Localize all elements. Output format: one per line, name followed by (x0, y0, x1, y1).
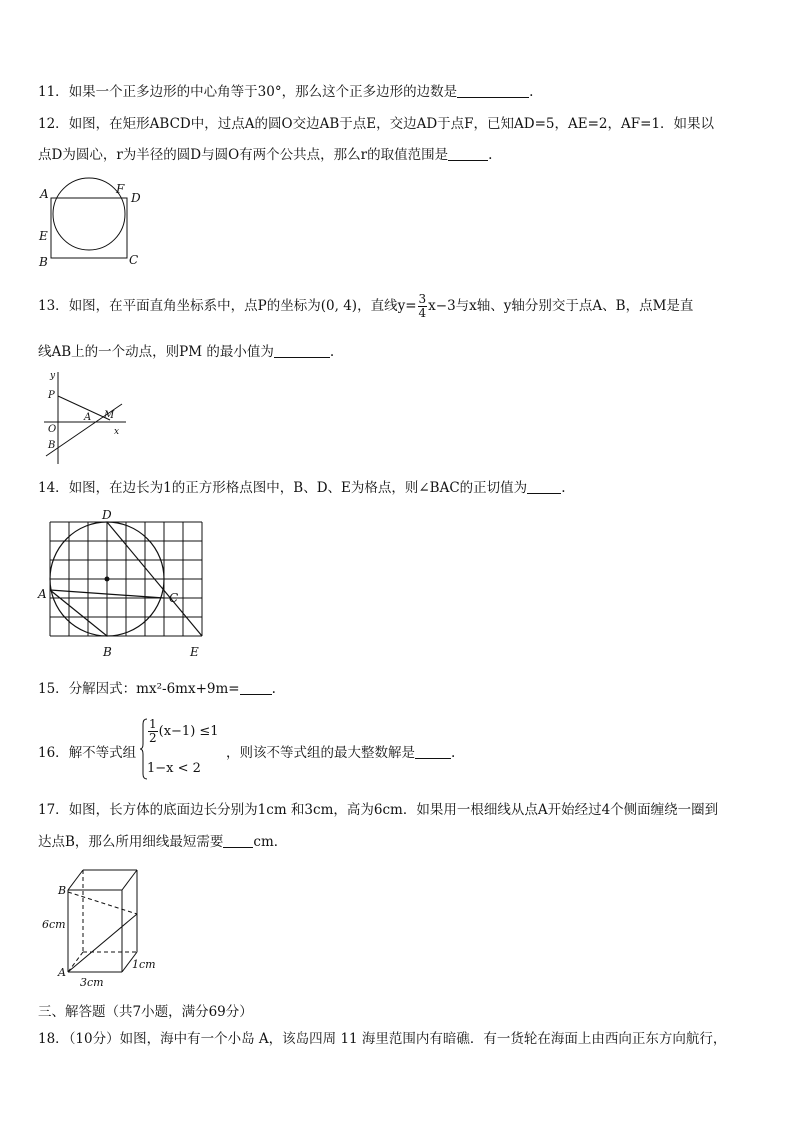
question-number: 14． (38, 480, 69, 496)
bottom-left-edge-hidden (68, 952, 83, 972)
question-11: 11．如果一个正多边形的中心角等于30°，那么这个正多边形的边数是 . (38, 84, 534, 100)
question-12-line-2: 点D为圆心，r为半径的圆D与圆O有两个公共点，那么r的取值范围是 . (38, 147, 493, 163)
question-number: 11． (38, 84, 69, 100)
inequality-2: 1−x < 2 (147, 761, 201, 776)
question-number: 13． (38, 298, 69, 314)
question-17-line-1 (38, 800, 718, 820)
circle-o (53, 178, 125, 250)
label-m: M (104, 410, 115, 421)
rectangle-abcd (51, 198, 127, 258)
question-16-prefix: 16．解不等式组 (38, 745, 137, 761)
question-17-line-2: 达点B，那么所用细线最短需要 cm． (38, 834, 288, 850)
segment-ab (50, 590, 107, 636)
answer-blank[interactable] (527, 479, 561, 494)
label-b: B (58, 884, 67, 897)
question-text: （10分）如图，海中有一个小岛 A，该岛四周 11 海里范围内有暗礁．有一货轮在海面上由西向正东方向航行， (68, 1031, 727, 1047)
inequality-1: $\frac{1}{2}$ (x−1) ≤1 (149, 717, 219, 745)
label-e: E (190, 645, 199, 658)
question-number: 17． (38, 802, 69, 818)
question-16-suffix: ，则该不等式组的最大整数解是 . (226, 745, 456, 761)
question-text: 点D为圆心，r为半径的圆D与圆O有两个公共点，那么r的取值范围是 (38, 147, 449, 163)
figure-coordinate-plane (38, 368, 138, 468)
label-depth: 1cm (132, 958, 156, 971)
label-b: B (39, 255, 48, 269)
fraction-one-half: $\frac{1}{2}$ (149, 717, 157, 745)
answer-blank[interactable] (240, 680, 272, 695)
question-15: 15．分解因式：mx²-6mx+9m= . (38, 681, 276, 697)
answer-blank[interactable] (223, 833, 253, 848)
question-text: ，则该不等式组的最大整数解是 (226, 745, 415, 761)
fraction-three-quarters: $\frac{3}{4}$ (418, 292, 427, 320)
top-left-edge (68, 870, 83, 890)
question-text: 如图，长方体的底面边长分别为1cm 和3cm，高为6cm．如果用一根细线从点A开始经过4个侧面缠绕一圈到 (68, 802, 719, 818)
string-path-front (68, 914, 137, 972)
label-c: C (129, 253, 139, 267)
label-width: 3cm (80, 976, 104, 989)
label-d: D (131, 191, 141, 205)
top-right-edge (122, 870, 137, 890)
question-text: 如果一个正多边形的中心角等于30°，那么这个正多边形的边数是 (68, 84, 458, 100)
label-a: A (40, 187, 49, 201)
label-o: O (48, 424, 57, 435)
string-path-hidden (68, 892, 137, 914)
question-13-line-2: 线AB上的一个动点，则PM 的最小值为 . (38, 344, 335, 360)
label-height: 6cm (42, 918, 66, 931)
question-text: 如图，在边长为1的正方形格点图中，B、D、E为格点，则∠BAC的正切值为 (68, 480, 528, 496)
question-number: 18． (38, 1031, 69, 1047)
label-x: x (114, 427, 120, 437)
label-d: D (102, 508, 112, 522)
answer-blank[interactable] (457, 83, 529, 98)
question-text: 如图，在矩形ABCD中，过点A的圆O交边AB于点E，交边AD于点F，已知AD=5，AE=2，AF=1．如果以 (68, 116, 715, 132)
figure-rectangle-circle (34, 176, 144, 271)
label-e: E (39, 229, 48, 243)
question-12-line-1 (38, 114, 714, 134)
question-number: 16． (38, 745, 69, 761)
question-13-line-1: 13．如图，在平面直角坐标系中，点P的坐标为(0, 4)，直线y= $\frac{3}{4}$ x−3与x轴、y轴分别交于点A、B，点M是直 (38, 292, 694, 320)
label-p: P (48, 390, 55, 401)
question-14: 14．如图，在边长为1的正方形格点图中，B、D、E为格点，则∠BAC的正切值为 . (38, 480, 566, 496)
label-c: C (169, 591, 179, 605)
label-a: A (38, 587, 47, 601)
label-y: y (50, 371, 56, 381)
label-b: B (103, 645, 112, 658)
question-number: 12． (38, 116, 69, 132)
figure-cuboid (38, 862, 168, 992)
question-number: 15． (38, 681, 69, 697)
question-text: 分解因式：mx²-6mx+9m= (68, 681, 240, 697)
label-a: A (84, 412, 92, 423)
question-text: 线AB上的一个动点，则PM 的最小值为 (38, 344, 274, 360)
label-a: A (58, 966, 66, 979)
label-b: B (48, 440, 56, 451)
label-f: F (116, 182, 125, 196)
question-18 (38, 1029, 726, 1049)
answer-blank[interactable] (415, 744, 451, 759)
section-title: 三、解答题（共7小题，满分69分） (38, 1004, 253, 1020)
answer-blank[interactable] (274, 343, 330, 358)
circle-center-dot (105, 577, 110, 582)
answer-blank[interactable] (448, 146, 488, 161)
figure-grid-circle (36, 506, 212, 658)
question-text: 达点B，那么所用细线最短需要 (38, 834, 224, 850)
square-grid (50, 522, 202, 636)
